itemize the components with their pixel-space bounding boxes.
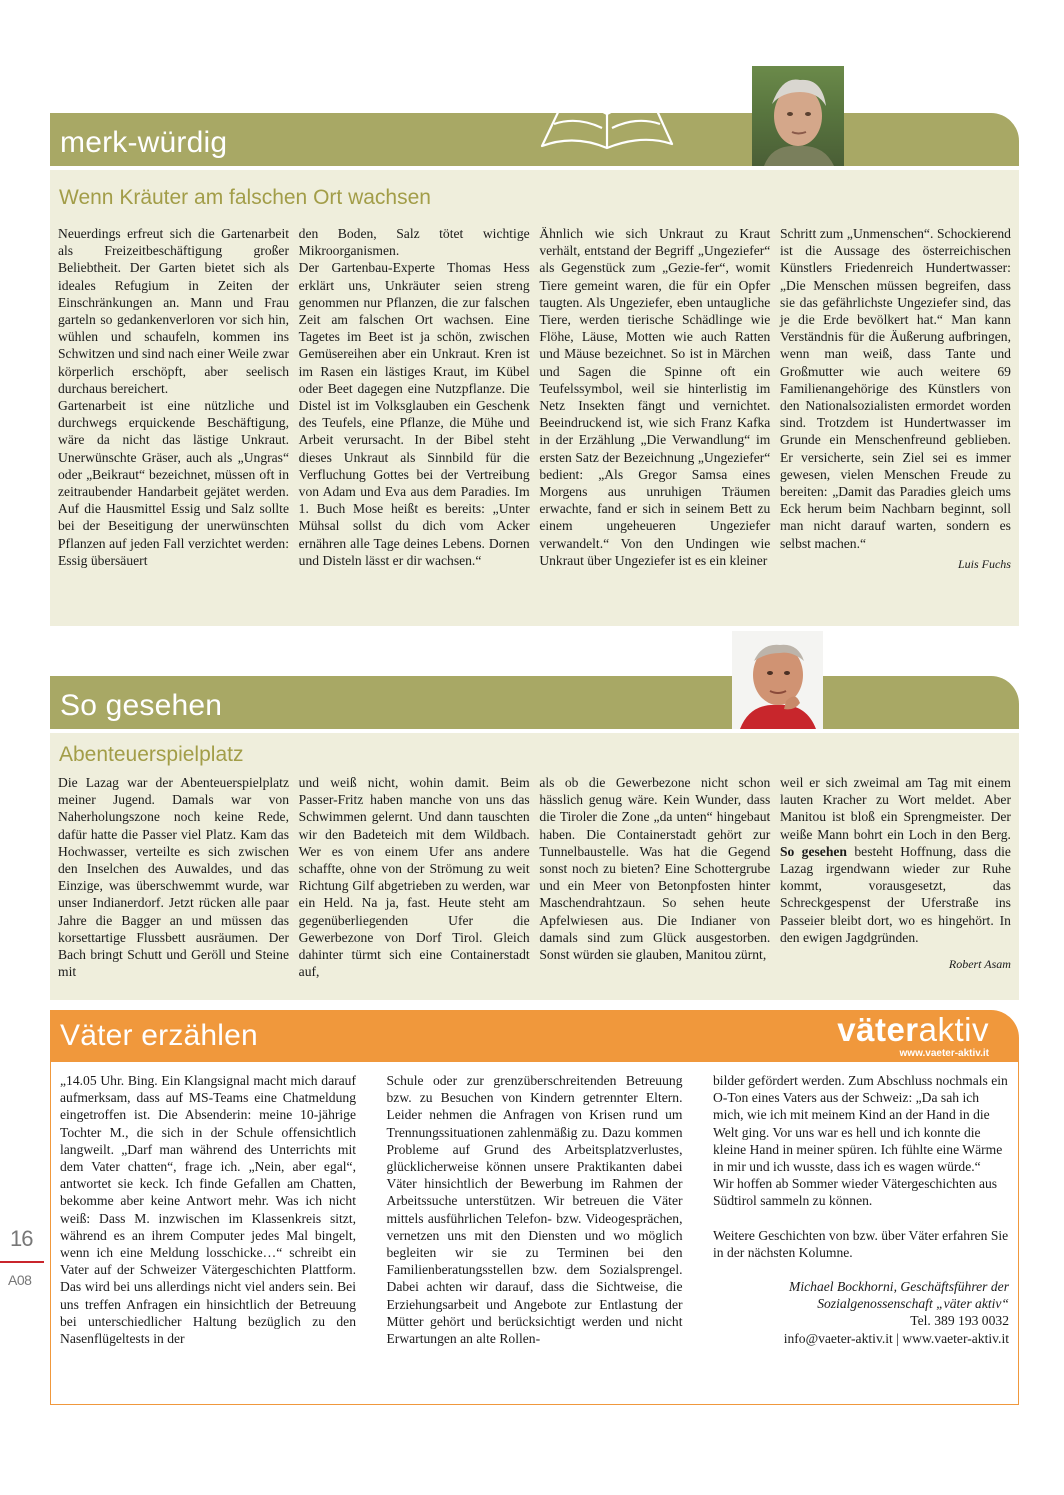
paragraph: Neuerdings erfreut sich die Gartenarbeit als Freizeitbeschäftigung großer Beliebtheit. Der Garten bietet sich als ideales Refugium in Zeiten der Einschränkungen an. Mann und Frau garteln so gedankenverloren vor sich hin, wühlen und schaufeln, kommen ins Schwitzen und sind nach einer Weile zwar körperlich erschöpft, aber seelisch durchaus bereichert. (58, 226, 289, 396)
paragraph (780, 774, 1011, 946)
paragraph: Wir hoffen ab Sommer wieder Vätergeschichten aus Südtirol sammeln zu können. (713, 1176, 998, 1209)
section-title: Väter erzählen (60, 1019, 258, 1052)
paragraph: bilder gefördert werden. Zum Abschluss nochmals ein O-Ton eines Vaters aus der Schweiz: „Da sah ich mich, wie ich mit meinem Kind an der Hand in die Welt ging. Vor uns war es hell und ich konnte die kleine Hand in meiner spüren. Ich fühlte eine Wärme in mir und ich wusste, dass ich es wagen würde.“ (713, 1073, 1008, 1175)
paragraph: Schule oder zur grenzüberschreitenden Betreuung bzw. zu Besuchen von Kindern getrennter Eltern. Leider nehmen die Anfragen von Krisen rund um Trennungssituationen zahlenmäßig zu. Dazu kommen Probleme auf Grund des Arbeitsplatzverlustes, glücklicherweise können unsere Praktikanten dabei Väter hinsichtlich der Bewerbung im Rahmen der Arbeitssuche unterstützen. Wir betreuen die Väter mittels ausführlichen Telefon- bzw. Videogesprächen, vernetzen uns mit den Diensten und wo möglich begleiten wir sie zu Terminen bei den Familienberatungsstellen bzw. dem Sozialsprengel. Dabei achten wir darauf, dass die Sichtweise, die Erziehungsarbeit und Angebote zur Entlastung der Mütter gehört und berücksichtigt werden und nicht Erwartungen an alte Rollen- (386, 1073, 683, 1347)
section-title: merk-würdig (60, 126, 228, 159)
author-photo-luis-fuchs (752, 66, 844, 166)
article-subtitle: Wenn Kräuter am falschen Ort wachsen (59, 186, 431, 209)
paragraph: Ähnlich wie sich Unkraut zu Kraut verhält, entstand der Begriff „Ungeziefer“ als Gegenstück zum „Gezie-fer“, womit Tiere gemeint waren, die für ein Opfer taugten. Als Ungeziefer, eben untaugliche Tiere, werden tierische Schädlinge wie Flöhe, Läuse, Motten wie auch Ratten und Mäuse bezeichnet. So ist in Märchen und Sagen die Spinne oft ein Teufelssymbol, weil sie hinterlistig im Netz Insekten fängt und vernichtet. Beeindruckend ist, wie sich Franz Kafka in der Erzählung „Die Verwandlung“ im ersten Satz der Bezeichnung „Ungeziefer“ bedient: „Als Gregor Samsa eines Morgens aus unruhigen Träumen erwachte, fand er sich in seinem Bett zu einem ungeheueren Ungeziefer verwandelt.“ Von den Undingen wie Unkraut über Ungeziefer ist es ein kleiner (539, 226, 771, 568)
article-column-2 (299, 774, 530, 980)
article-column-1 (58, 225, 289, 573)
section-header-so-gesehen (50, 676, 1019, 729)
author-signature: Robert Asam (948, 957, 1011, 972)
article-column-2 (387, 1072, 683, 1347)
page-code: A08 (8, 1272, 32, 1288)
article-subtitle: Abenteuerspielplatz (59, 743, 244, 766)
spacer (713, 1210, 1009, 1227)
logo-url: www.vaeter-aktiv.it (899, 1048, 989, 1059)
paragraph: Der Gartenbau-Experte Thomas Hess erklärt uns, Unkräuter seien streng genommen nur Pflanzen, die zur falschen Zeit am falschen Ort wachsen. Eine Tagetes im Beet ist ja schön, zwischen Gemüsereihen aber ein Unkraut. Kren ist im Rasen ein lästiges Kraut, im Kübel oder Beet dagegen eine Nutzpflanze. Die Distel ist im Volksglauben ein Geschenk des Teufels, eine Pflanze, die Mühe und Arbeit verursacht. In der Bibel steht dieses Unkraut als Sinnbild für die Verfluchung Gottes bei der Vertreibung von Adam und Eva aus dem Paradies. Im 1. Buch Mose heißt es bereits: „Unter Mühsal sollst du dich vom Acker ernähren alle Tage deines Lebens. Dornen und Disteln lässt er dir wachsen.“ (298, 260, 530, 568)
bold-phrase: So gesehen (779, 843, 847, 859)
article-column-3 (713, 1072, 1009, 1347)
section-title: So gesehen (60, 689, 223, 722)
signature-contact: info@vaeter-aktiv.it | www.vaeter-aktiv.it (783, 1330, 1009, 1346)
article-panel-merk-wuerdig (50, 170, 1019, 626)
page-number-rule (0, 1261, 44, 1263)
signature-phone: Tel. 389 193 0032 (910, 1313, 1009, 1329)
article-column-2 (299, 225, 530, 573)
text-run: besteht Hoffnung, dass die Lazag irgendwann wieder zur Ruhe kommt, vorausgesetzt, das Schreckgespenst der Uferstraße ins Passeier bleibt dort, wo es hingehört. In den ewigen Jagdgründen. (779, 843, 1011, 945)
section-header-vaeter-erzaehlen (50, 1010, 1019, 1062)
vaeter-aktiv-logo (837, 1012, 989, 1060)
book-icon (532, 86, 682, 156)
paragraph: Schritt zum „Unmenschen“. Schockierend ist die Aussage des österreichischen Künstlers Friedenreich Hundertwasser: „Die Menschen müssen begreifen, dass sie das gefährlichste Ungeziefer sind, das je die Erde bevölkert hat.“ Man kann Verständnis für die Äußerung aufbringen, wenn man weiß, dass Tante und Großmutter wie auch weitere 69 Familienangehörige des Künstlers von den Nationalsozialisten ermordet worden sind. Trotzdem ist Hundertwasser im Grunde ein Menschenfreund geblieben. Er versicherte, sein Ziel sei es immer gewesen, vielen Menschen Freude zu bereiten: „Damit das Paradies gleich ums Eck herum beim Nachbarn beginnt, soll man nicht darauf warten, sondern es selbst machen.“ (779, 226, 1011, 551)
signature-org: Sozialgenossenschaft „väter aktiv“ (817, 1296, 1009, 1312)
paragraph: und weiß nicht, wohin damit. Beim Passer-Fritz haben manche von uns das Schwimmen gelernt. Und dann tauschten wir den Badeteich mit dem Wildbach. Wer es von einem Ufer ans andere schaffte, ohne von der Strömung zu weit Richtung Gilf abgetrieben zu werden, war ein Held. Na ja, fast. Heute steht am gegenüberliegenden Ufer die Gewerbezone von Dorf Tirol. Gleich dahinter türmt sich eine Containerstadt auf, (298, 775, 530, 980)
page-number: 16 (10, 1226, 33, 1251)
logo-word-bold: väter (837, 1011, 919, 1048)
paragraph: Weitere Geschichten von bzw. über Väter erfahren Sie in der nächsten Kolumne. (713, 1227, 1009, 1260)
article-column-3 (539, 774, 770, 980)
paragraph: den Boden, Salz tötet wichtige Mikroorganismen. (298, 226, 530, 259)
author-photo-robert-asam (732, 631, 823, 729)
paragraph: Die Lazag war der Abenteuerspielplatz meiner Jugend. Damals war von Naherholungszone noch keine Rede, dafür hatte die Passer viel Platz. Kam das Hochwasser, verteilte es sich zwischen den Inselchen des Auwaldes, und das Einzige, was überschwemmt wurde, war unser Indianerdorf. Jetzt rücken alle paar Jahre die Bagger an und müssen das korsettartige Flussbett ausräumen. Der Bach bringt Schutt und Geröll und Steine mit (58, 775, 289, 980)
article-column-1 (58, 774, 289, 980)
article-panel-so-gesehen (50, 733, 1019, 1000)
article-column-1 (60, 1072, 356, 1347)
article-column-4 (780, 774, 1011, 980)
paragraph: „14.05 Uhr. Bing. Ein Klangsignal macht mich darauf aufmerksam, dass auf MS-Teams eine Chatmeldung eingetroffen ist. Die Absenderin: meine 10-jährige Tochter M., die sich in der Schule offensichtlich langweilt. „Darf man während des Unterrichts mit dem Vater chatten“, frage ich. „Nein, aber egal“, antwortet sie keck. Ich finde Gefallen am Chatten, bekomme aber keine Antwort mehr. Was ich nicht weiß: Dass M. inzwischen im Klassenkreis sitzt, während es an ihrem Computer jedes Mal bingelt, wenn ich eine Meldung losschicke…“ schreibt ein Vater auf der Schweizer Vätergeschichten Plattform. Das wird bei uns allerdings nicht viel anders sein. Bei uns treffen Anfragen ein hinsichtlich der Betreuung bei unterschiedlicher Haltung bezüglich zu den Nasenflügeltests in der (60, 1073, 356, 1347)
article-column-4 (780, 225, 1011, 573)
article-panel-vaeter-erzaehlen (50, 1062, 1019, 1405)
article-column-3 (539, 225, 770, 573)
paragraph: als ob die Gewerbezone nicht schon hässlich genug wäre. Kein Wunder, dass die Tiroler die Zone „da unten“ hingebaut haben. Die Containerstadt gehört zur Tunnelbaustelle. Was hat die Gegend sonst noch zu bieten? Eine Schottergrube und ein Meer von Betonpfosten hinter Maschendrahtzaun. So sehen heute Apfelwiesen aus. Die Indianer von damals sind zum Glück ausgestorben. Sonst würden sie glauben, Manitou zürnt, (539, 775, 771, 963)
text-run: weil er sich zweimal am Tag mit einem lauten Kracher zu Wort meldet. Aber Manitou ist bloß ein Sprengmeister. Der weiße Mann bohrt ein Loch in den Berg. (779, 775, 1011, 842)
signature-name: Michael Bockhorni, Geschäftsführer der (789, 1279, 1009, 1295)
signature-block (713, 1278, 1009, 1347)
author-signature: Luis Fuchs (957, 556, 1011, 571)
paragraph: Gartenarbeit ist eine nützliche und durchwegs erquickende Beschäftigung, wäre da nicht das lästige Unkraut. Unerwünschte Gräser, auch als „Ungras“ oder „Beikraut“ bezeichnet, müssen oft in zeitraubender Handarbeit gejätet werden. Auf die Hausmittel Essig und Salz sollte bei der Beseitigung der unerwünschten Pflanzen auf jeden Fall verzichtet werden: Essig übersäuert (58, 398, 289, 568)
logo-word-light: aktiv (918, 1011, 989, 1048)
